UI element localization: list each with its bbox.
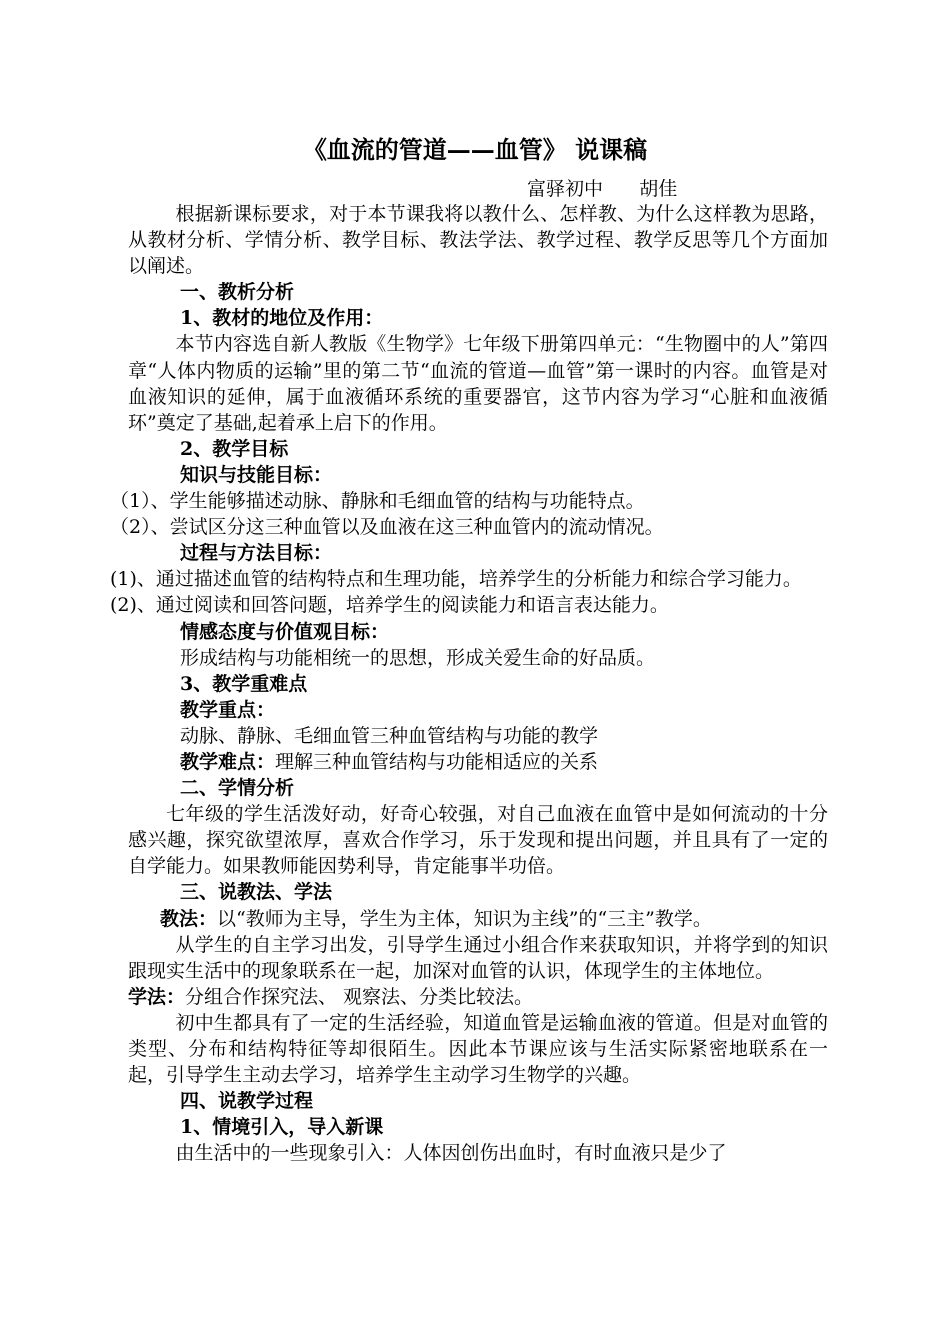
learning-method-line [128,984,828,1010]
author-line: 富驿初中 胡佳 [527,178,678,200]
difficult-points-label: 教学难点： [180,750,276,773]
key-points-text: 动脉、静脉、毛细血管三种血管结构与功能的教学 [180,724,599,747]
knowledge-goals-heading: 知识与技能目标： [180,463,333,486]
document-body [110,201,828,1166]
key-points-heading: 教学重点： [180,698,276,721]
section-1-3-heading: 3、教学重难点 [180,672,308,695]
process-goals-heading: 过程与方法目标： [180,542,333,565]
section-4-heading: 四、说教学过程 [180,1090,314,1113]
section-1-1-heading: 1、教材的地位及作用： [180,307,384,330]
learning-method-detail: 初中生都具有了一定的生活经验，知道血管是运输血液的管道。但是对血管的类型、分布和结构特征等却很陌生。因此本节课应该与生活实际紧密地联系在一起，引导学生主动去学习，培养学生主动学习生物学的兴趣。 [128,1011,828,1087]
section-1-1-text: 本节内容选自新人教版《生物学》七年级下册第四单元：“生物圈中的人”第四章“人体内物质的运输”里的第二节“血流的管道—血管”第一课时的内容。血管是对血液知识的延伸，属于血液循环系统的重要器官，这节内容为学习“心脏和血液循环”奠定了基础,起着承上启下的作用。 [128,333,828,434]
knowledge-goal-2: （2）、尝试区分这三种血管以及血液在这三种血管内的流动情况。 [110,516,664,539]
knowledge-goal-1: （1）、学生能够描述动脉、静脉和毛细血管的结构与功能特点。 [110,490,645,513]
section-2-heading: 二、学情分析 [180,777,295,800]
section-1-heading: 一、教析分析 [180,281,295,304]
learning-method-label: 学法： [128,985,186,1008]
emotion-goals-heading: 情感态度与价值观目标： [180,620,390,643]
section-1-2-heading: 2、教学目标 [180,437,289,460]
teaching-method-label: 教法： [160,907,218,930]
emotion-goals-text: 形成结构与功能相统一的思想，形成关爱生命的好品质。 [180,646,656,669]
difficult-points-line [128,749,828,775]
section-4-1-text: 由生活中的一些现象引入：人体因创伤出血时，有时血液只是少了 [175,1142,727,1165]
section-2-text: 七年级的学生活泼好动，好奇心较强，对自己血液在血管中是如何流动的十分感兴趣，探究欲望浓厚，喜欢合作学习，乐于发现和提出问题，并且具有了一定的自学能力。如果教师能因势利导，肯定能事半功倍。 [128,803,828,878]
learning-method-text: 分组合作探究法、 观察法、分类比较法。 [185,985,534,1008]
process-goal-2: (2)、通过阅读和回答问题，培养学生的阅读能力和语言表达能力。 [110,594,669,617]
process-goal-1: (1)、通过描述血管的结构特点和生理功能，培养学生的分析能力和综合学习能力。 [110,568,802,591]
intro-paragraph: 根据新课标要求，对于本节课我将以教什么、怎样教、为什么这样教为思路，从教材分析、学情分析、教学目标、教法学法、教学过程、教学反思等几个方面加以阐述。 [128,203,828,278]
document-title: 《血流的管道——血管》 说课稿 [302,135,648,164]
teaching-method-text: 以“教师为主导，学生为主体，知识为主线”的“三主”教学。 [217,907,712,930]
teaching-method-line [128,906,828,932]
section-3-heading: 三、说教法、学法 [180,881,333,904]
teaching-method-detail: 从学生的自主学习出发，引导学生通过小组合作来获取知识，并将学到的知识跟现实生活中的现象联系在一起，加深对血管的认识，体现学生的主体地位。 [128,933,828,982]
difficult-points-text: 理解三种血管结构与功能相适应的关系 [275,750,599,773]
section-4-1-heading: 1、情境引入，导入新课 [180,1116,384,1139]
